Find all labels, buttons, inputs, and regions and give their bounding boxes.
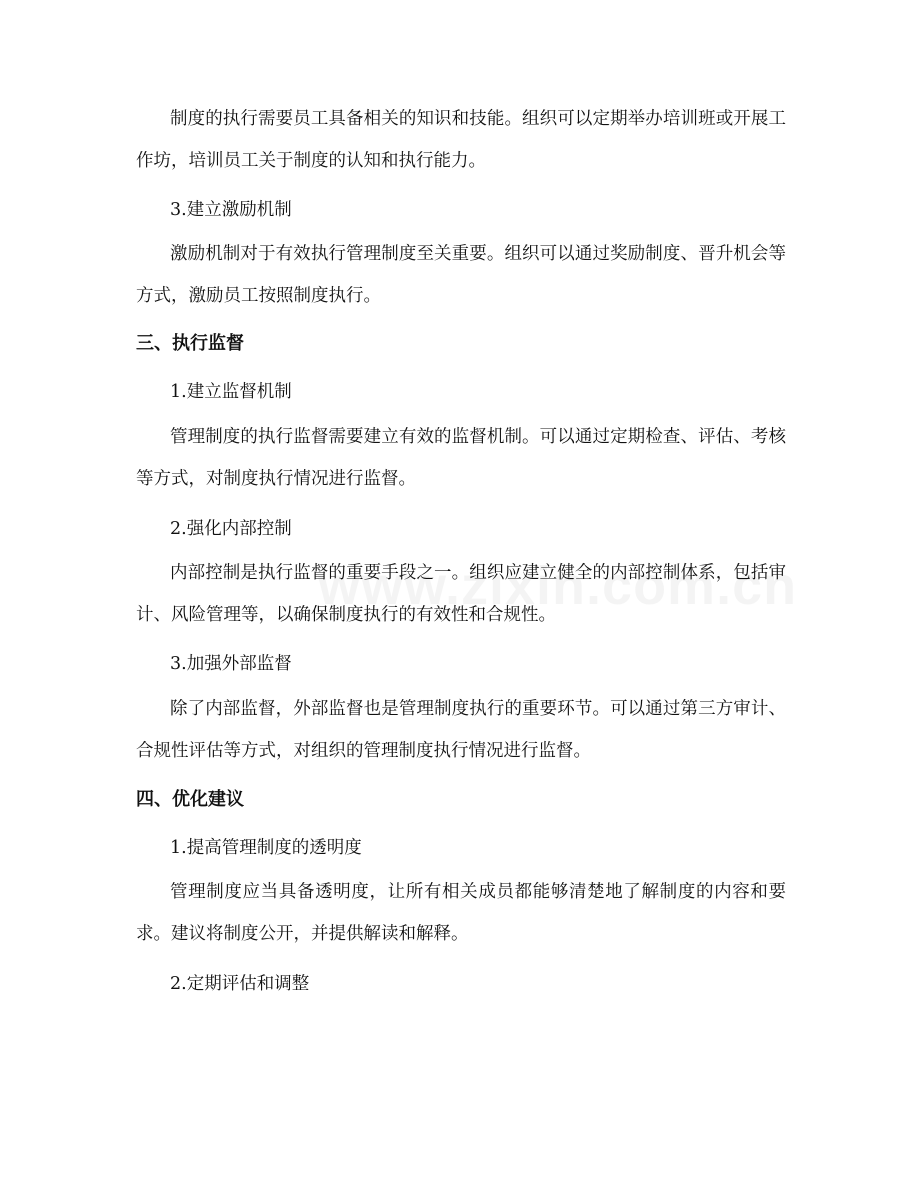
- paragraph-transparency: 管理制度应当具备透明度，让所有相关成员都能够清楚地了解制度的内容和要求。建议将制度公开，并提供解读和解释。: [136, 882, 786, 944]
- section-heading-optimization-suggestions: 四、优化建议: [136, 789, 244, 810]
- paragraph-incentive: 激励机制对于有效执行管理制度至关重要。组织可以通过奖励制度、晋升机会等方式，激励员工按照制度执行。: [136, 244, 786, 306]
- subheading-periodic-review: 2.定期评估和调整: [170, 974, 310, 994]
- section-heading-execution-supervision: 三、执行监督: [136, 333, 244, 354]
- paragraph-internal-control: 内部控制是执行监督的重要手段之一。组织应建立健全的内部控制体系，包括审计、风险管理等，以确保制度执行的有效性和合规性。: [136, 563, 786, 625]
- subheading-external-supervision: 3.加强外部监督: [170, 654, 292, 674]
- paragraph-training: 制度的执行需要员工具备相关的知识和技能。组织可以定期举办培训班或开展工作坊，培训员工关于制度的认知和执行能力。: [136, 109, 786, 171]
- subheading-transparency: 1.提高管理制度的透明度: [170, 838, 362, 858]
- subheading-supervision-mechanism: 1.建立监督机制: [170, 382, 292, 402]
- paragraph-supervision: 管理制度的执行监督需要建立有效的监督机制。可以通过定期检查、评估、考核等方式，对制度执行情况进行监督。: [136, 427, 786, 489]
- paragraph-external-supervision: 除了内部监督，外部监督也是管理制度执行的重要环节。可以通过第三方审计、合规性评估等方式，对组织的管理制度执行情况进行监督。: [136, 699, 786, 761]
- subheading-internal-control: 2.强化内部控制: [170, 519, 292, 539]
- subheading-incentive-mechanism: 3.建立激励机制: [170, 200, 292, 220]
